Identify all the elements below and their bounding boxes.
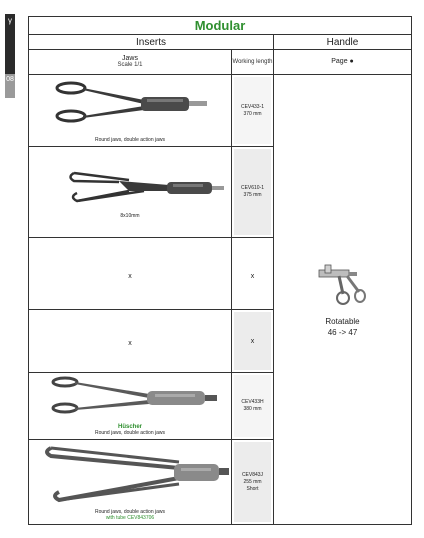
product-code-1: CEV433-1 — [240, 103, 265, 110]
insert-row-6 — [29, 440, 232, 525]
handle-header: Handle — [274, 35, 412, 50]
product-code-2: CEV610-1 — [240, 185, 265, 191]
insert-note-6: with tube CEV843706 — [105, 515, 155, 521]
insert-caption-3: x — [128, 272, 132, 280]
insert-caption-1: Round jaws, double action jaws — [94, 137, 166, 143]
insert-caption-6: Round jaws, double action jaws — [94, 509, 166, 515]
length-1: 370 mm — [243, 110, 262, 117]
table-title: Modular — [29, 17, 412, 35]
side-tab — [5, 14, 15, 84]
side-tab-mark: γ — [8, 16, 12, 25]
jaws-label: Jaws — [122, 55, 138, 62]
product-code-5: CEV433H — [241, 399, 264, 405]
working-length-subheader: Working length — [232, 50, 274, 75]
insert-caption-5: Round jaws, double action jaws — [94, 430, 166, 436]
insert-caption-5-block — [29, 424, 231, 436]
insert-caption-2: 8x10mm — [120, 213, 140, 219]
working-length-cell-3 — [232, 238, 274, 310]
inserts-header: Inserts — [29, 35, 274, 50]
scale-label: Scale 1/1 — [117, 62, 143, 68]
product-code-3: x — [250, 272, 255, 280]
brand-label: Hüscher — [117, 424, 142, 430]
length-5: 380 mm — [243, 406, 262, 412]
handle-cell — [274, 75, 412, 525]
working-length-cell-4 — [232, 310, 274, 373]
working-length-cell-2 — [232, 147, 274, 238]
forceps-image-1 — [29, 75, 232, 146]
handle-image — [313, 262, 373, 312]
insert-row-3 — [29, 238, 232, 310]
length-2: 375 mm — [243, 192, 262, 198]
side-tab-label: 08 — [5, 74, 15, 98]
product-code-6: CEV843J — [241, 471, 264, 478]
length-extra-6: Short — [246, 485, 259, 492]
jaws-subheader — [29, 50, 232, 75]
insert-row-5 — [29, 373, 232, 440]
working-length-cell-5 — [232, 373, 274, 440]
forceps-image-2 — [29, 147, 232, 237]
handle-pages: 46 -> 47 — [327, 327, 358, 337]
handle-rotatable: Rotatable — [325, 316, 360, 326]
insert-row-2 — [29, 147, 232, 238]
catalog-table — [28, 16, 412, 525]
insert-caption-4: x — [128, 340, 132, 347]
page-subheader — [274, 50, 412, 75]
product-code-4: x — [250, 337, 255, 345]
working-length-cell-6 — [232, 440, 274, 525]
working-length-cell-1 — [232, 75, 274, 147]
page-label: Page ● — [331, 58, 354, 65]
insert-row-1 — [29, 75, 232, 147]
length-6: 255 mm — [243, 478, 262, 485]
insert-caption-6-block — [29, 509, 231, 521]
insert-row-4 — [29, 310, 232, 373]
